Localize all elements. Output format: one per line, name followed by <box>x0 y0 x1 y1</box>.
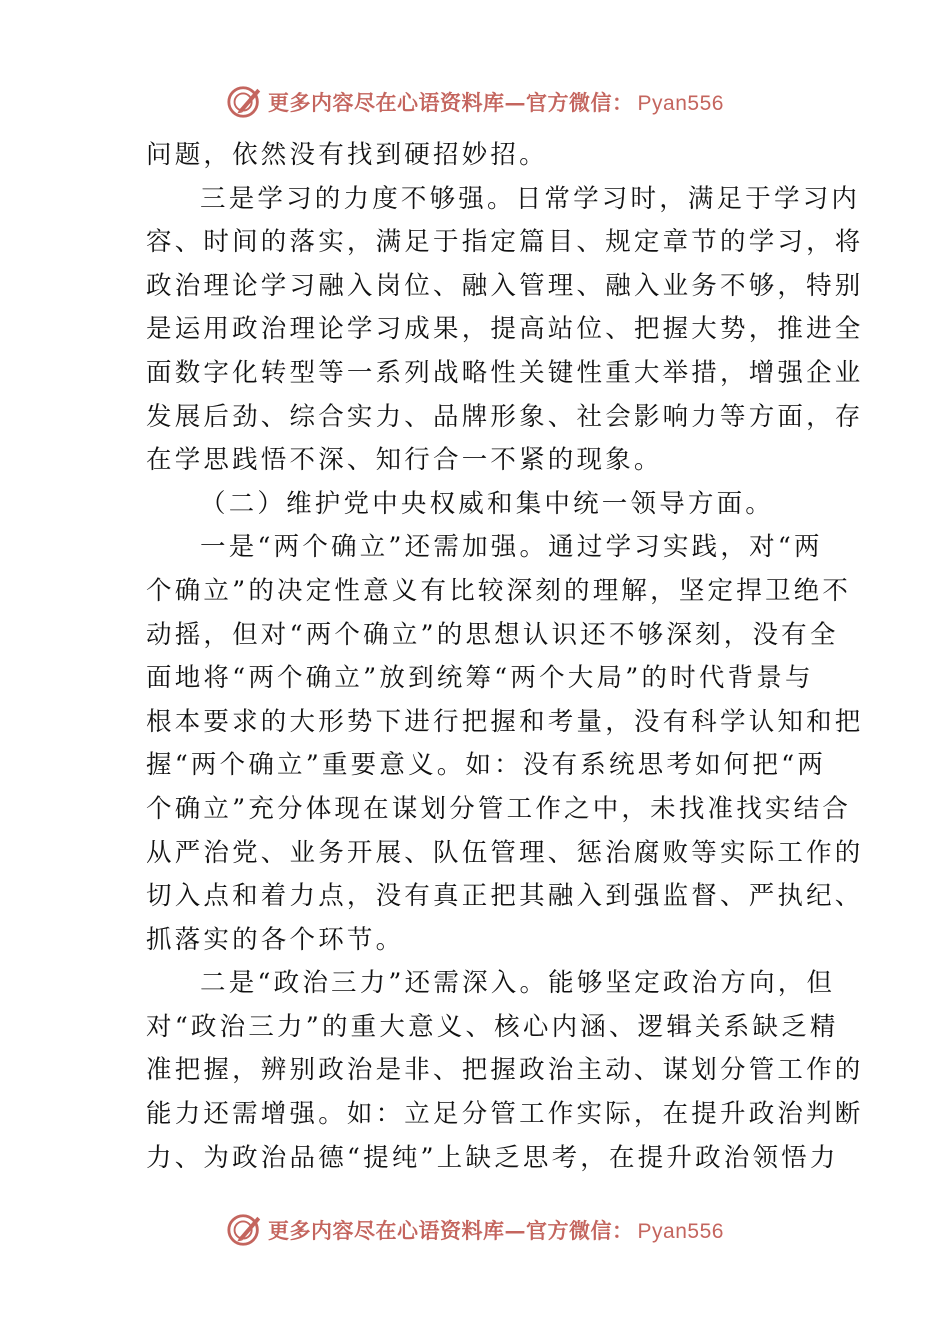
header-watermark <box>0 82 950 122</box>
text-line: 握“两个确立”重要意义。如：没有系统思考如何把“两 <box>146 750 827 781</box>
text-line: 根本要求的大形势下进行把握和考量，没有科学认知和把 <box>146 706 864 737</box>
text-line: 一是“两个确立”还需加强。通过学习实践，对“两 <box>200 532 823 563</box>
text-line: 在学思践悟不深、知行合一不紧的现象。 <box>146 445 663 476</box>
text-line: 容、时间的落实，满足于指定篇目、规定章节的学习，将 <box>146 227 864 258</box>
watermark-text: 更多内容尽在心语资料库—官方微信： Pyan556 <box>268 1218 724 1243</box>
pen-circle-icon <box>226 1211 264 1249</box>
text-line: 从严治党、业务开展、队伍管理、惩治腐败等实际工作的 <box>146 837 864 868</box>
text-line: 政治理论学习融入岗位、融入管理、融入业务不够，特别 <box>146 270 864 301</box>
text-line: 面地将“两个确立”放到统筹“两个大局”的时代背景与 <box>146 663 814 694</box>
text-line: 个确立”的决定性意义有比较深刻的理解，坚定捍卫绝不 <box>146 575 852 606</box>
text-line: 动摇，但对“两个确立”的思想认识还不够深刻，没有全 <box>146 619 839 650</box>
text-line: 抓落实的各个环节。 <box>146 924 405 955</box>
watermark-text: 更多内容尽在心语资料库—官方微信： Pyan556 <box>268 90 724 115</box>
footer-watermark <box>0 1210 950 1250</box>
text-line: 个确立”充分体现在谋划分管工作之中，未找准找实结合 <box>146 793 852 824</box>
text-line: 面数字化转型等一系列战略性关键性重大举措，增强企业 <box>146 357 864 388</box>
pen-circle-icon <box>226 83 264 121</box>
text-line: 问题，依然没有找到硬招妙招。 <box>146 140 548 170</box>
text-line: 切入点和着力点，没有真正把其融入到强监督、严执纪、 <box>146 881 864 912</box>
text-line: 准把握，辨别政治是非、把握政治主动、谋划分管工作的 <box>146 1055 864 1086</box>
text-line: 三是学习的力度不够强。日常学习时，满足于学习内 <box>200 183 861 214</box>
text-line: 能力还需增强。如：立足分管工作实际，在提升政治判断 <box>146 1099 864 1130</box>
text-line: 力、为政治品德“提纯”上缺乏思考，在提升政治领悟力 <box>146 1142 839 1173</box>
text-line: 发展后劲、综合实力、品牌形象、社会影响力等方面，存 <box>146 401 864 432</box>
document-body <box>146 134 864 1180</box>
text-line: 是运用政治理论学习成果，提高站位、把握大势，推进全 <box>146 314 864 345</box>
text-line: 二是“政治三力”还需深入。能够坚定政治方向，但 <box>200 968 836 999</box>
section-heading: （二）维护党中央权威和集中统一领导方面。 <box>200 488 775 519</box>
text-line: 对“政治三力”的重大意义、核心内涵、逻辑关系缺乏精 <box>146 1011 839 1042</box>
